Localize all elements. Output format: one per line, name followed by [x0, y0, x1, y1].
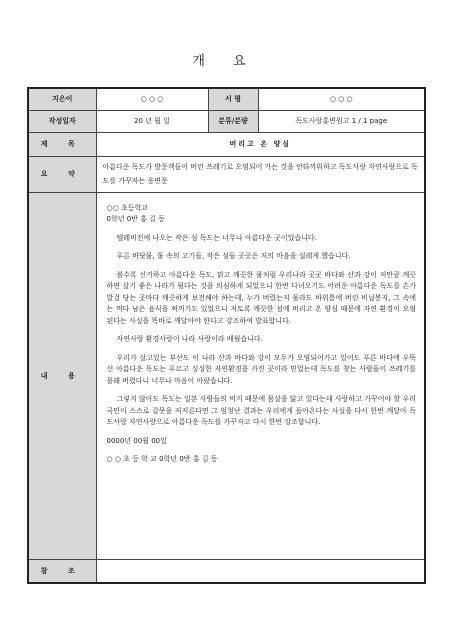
summary-value: 아름다운 독도가 방문객들이 버린 쓰레기로 오염되어 가는 것을 안타까워하고 독도사랑 자연사랑으로 독도를 가꾸자는 웅변문: [96, 156, 425, 192]
content-paragraph-6: 그렇지 않아도 독도는 일본 사람들의 억지 때문에 몸살을 앓고 있다는데 사랑하고 가꾸어야 할 우리 국민이 스스로 갈못을 저지른다면 그 엄청난 결과는 우리에게 돌아온다는 사실을 다시 한번 깨달아 독도사랑 자연사랑으로 아름다운 독도를 가꾸자고 다시 한번 강조합니다.: [106, 395, 416, 426]
review-value: ○ ○ ○: [258, 88, 425, 110]
reference-row: [28, 559, 425, 583]
category-label: 분류/분량: [208, 110, 258, 132]
content-date: 0000년 00월 00일: [106, 436, 167, 445]
reference-label: 참 조: [28, 559, 96, 583]
document-title: 개 요: [192, 54, 258, 69]
date-row: [28, 110, 425, 132]
reference-value: [96, 559, 425, 583]
content-student: 0학년 0반 홍 길 동: [106, 215, 165, 223]
subject-label: 제 목: [28, 132, 96, 156]
content-signature: ○ ○ 초 등 학 교 0학년 0반 홍 길 동: [106, 455, 218, 463]
writer-row: [28, 88, 425, 110]
content-paragraph-5: 우리가 살고있는 부산도 이 나라 산과 바다와 강이 모두가 오염되어가고 있어도 푸른 바다에 우뚝 선 아름다운 독도는 푸르고 싱싱한 자연환경을 가진 곳이라 믿었는데 독도를 찾는 사람들이 쓰레기를 몰래 버렸다니 너무나 마음이 아팠습니다.: [106, 353, 416, 385]
date-label: 작성일자: [28, 110, 96, 132]
content-paragraph-3: 볼수록 신기하고 아름다운 독도, 맑고 깨끗한 물처럼 우리나라 곳곳 바다와 산과 강이 저만큼 깨끗하면 살기 좋은 나라가 될다는 것을 의심하게 되었으니 한번 다녀오기도 어려운 아름다운 독도를 손가 발걸 당는 곳마다 깨끗하게 보전해야 하는데, 누가 버렸는지 물라도 바위틈에 버린 비닐봉지, 그 속에는 먹다 남은 음식을 찌꺼기도 있었으니 저토록 깨끗한 섬에 버리고 온 양심 때문에 자연 환경이 오염된다는 사실을 똑바로 깨달아야 한다고 강조하여 발표합니다.: [106, 270, 416, 325]
content-body: [96, 192, 425, 559]
subject-value: 버리고 온 양심: [96, 132, 425, 156]
date-value: 20 년 월 일: [96, 110, 208, 132]
content-school: ○○ 초등학교: [106, 203, 148, 212]
summary-label: 요 약: [28, 156, 96, 192]
subject-row: [28, 132, 425, 156]
content-row: [28, 192, 425, 559]
content-paragraph-1: 텔레비전에 나오는 작은 섬 독도는 너무나 아름다운 곳이었습니다.: [116, 233, 317, 242]
category-value: 독도사랑홍변원고 1 / 1 page: [258, 110, 425, 132]
review-label: 서 평: [208, 88, 258, 110]
overview-form-table: [27, 87, 426, 584]
writer-label: 지은이: [28, 88, 96, 110]
content-label: 내 용: [28, 192, 96, 559]
summary-row: [28, 156, 425, 192]
writer-value: ○ ○ ○: [96, 88, 208, 110]
content-paragraph-2: 푸른 바닷물, 물 속의 고기들, 작은 섬들 곳곳은 저의 마음을 설레게 했습니다.: [116, 252, 351, 260]
content-paragraph-4: 자연사랑 환경사랑이 나라 사랑이라 배웠습니다.: [116, 335, 263, 343]
